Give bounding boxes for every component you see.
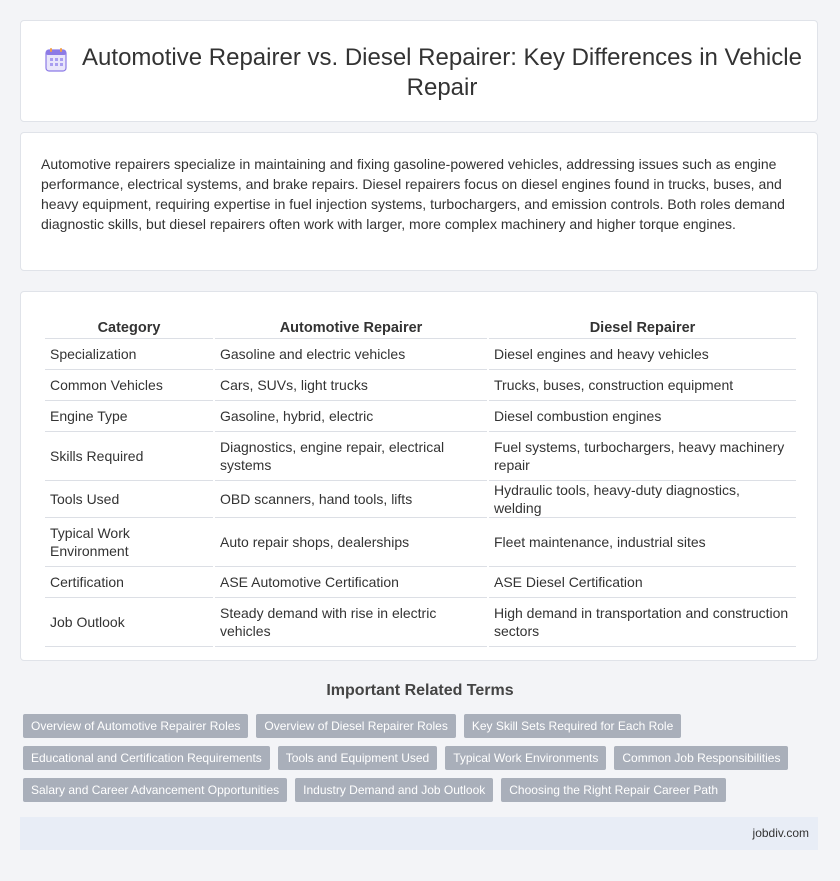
category-cell: Tools Used — [45, 481, 213, 518]
table-row — [45, 567, 796, 598]
diesel-cell: ASE Diesel Certification — [489, 567, 796, 598]
automotive-cell: Steady demand with rise in electric vehicles — [215, 598, 487, 647]
related-terms-tags — [23, 714, 813, 810]
automotive-cell: Gasoline and electric vehicles — [215, 339, 487, 370]
tag-link[interactable]: Common Job Responsibilities — [614, 746, 788, 770]
diesel-cell: Trucks, buses, construction equipment — [489, 370, 796, 401]
diesel-cell: High demand in transportation and construction sectors — [489, 598, 796, 647]
category-cell: Typical Work Environment — [45, 518, 213, 567]
table-row — [45, 401, 796, 432]
automotive-cell: Gasoline, hybrid, electric — [215, 401, 487, 432]
column-header-diesel: Diesel Repairer — [489, 316, 796, 339]
comparison-table — [43, 316, 798, 647]
automotive-cell: ASE Automotive Certification — [215, 567, 487, 598]
tag-link[interactable]: Educational and Certification Requirements — [23, 746, 270, 770]
column-header-automotive: Automotive Repairer — [215, 316, 487, 339]
automotive-cell: Diagnostics, engine repair, electrical systems — [215, 432, 487, 481]
tag-link[interactable]: Choosing the Right Repair Career Path — [501, 778, 726, 802]
tag-link[interactable]: Salary and Career Advancement Opportunities — [23, 778, 287, 802]
category-cell: Job Outlook — [45, 598, 213, 647]
tag-row — [23, 746, 813, 770]
tag-link[interactable]: Overview of Diesel Repairer Roles — [256, 714, 455, 738]
category-cell: Common Vehicles — [45, 370, 213, 401]
category-cell: Certification — [45, 567, 213, 598]
table-row — [45, 432, 796, 481]
diesel-cell: Fuel systems, turbochargers, heavy machinery repair — [489, 432, 796, 481]
table-row — [45, 370, 796, 401]
footer — [20, 817, 818, 850]
footer-site-link[interactable]: jobdiv.com — [752, 826, 809, 840]
diesel-cell: Fleet maintenance, industrial sites — [489, 518, 796, 567]
column-header-category: Category — [45, 316, 213, 339]
table-row — [45, 339, 796, 370]
tag-link[interactable]: Industry Demand and Job Outlook — [295, 778, 493, 802]
page-title: Automotive Repairer vs. Diesel Repairer: Key Differences in Vehicle Repair — [82, 44, 802, 101]
table-header-row — [45, 316, 796, 339]
tag-link[interactable]: Key Skill Sets Required for Each Role — [464, 714, 681, 738]
intro-paragraph: Automotive repairers specialize in maintaining and fixing gasoline-powered vehicles, addressing issues such as engine performance, electrical systems, and brake repairs. Diesel repairers focus on diesel engines found in trucks, buses, and heavy equipment, requiring expertise in fuel injection systems, turbochargers, and emission controls. Both roles demand diagnostic skills, but diesel repairers often work with larger, more complex machinery and higher torque engines. — [41, 156, 785, 232]
table-row — [45, 481, 796, 518]
diesel-cell: Hydraulic tools, heavy-duty diagnostics, welding — [489, 481, 796, 518]
category-cell: Specialization — [45, 339, 213, 370]
intro-card — [20, 132, 818, 271]
category-cell: Engine Type — [45, 401, 213, 432]
diesel-cell: Diesel combustion engines — [489, 401, 796, 432]
tag-row — [23, 778, 813, 802]
category-cell: Skills Required — [45, 432, 213, 481]
tag-link[interactable]: Typical Work Environments — [445, 746, 606, 770]
comparison-table-card — [20, 291, 818, 661]
table-row — [45, 598, 796, 647]
diesel-cell: Diesel engines and heavy vehicles — [489, 339, 796, 370]
automotive-cell: Cars, SUVs, light trucks — [215, 370, 487, 401]
tag-link[interactable]: Tools and Equipment Used — [278, 746, 437, 770]
document-icon — [43, 47, 69, 73]
header-card — [20, 20, 818, 122]
automotive-cell: OBD scanners, hand tools, lifts — [215, 481, 487, 518]
table-row — [45, 518, 796, 567]
tag-link[interactable]: Overview of Automotive Repairer Roles — [23, 714, 248, 738]
header — [43, 43, 809, 103]
related-terms-title: Important Related Terms — [326, 682, 514, 699]
tag-row — [23, 714, 813, 738]
automotive-cell: Auto repair shops, dealerships — [215, 518, 487, 567]
